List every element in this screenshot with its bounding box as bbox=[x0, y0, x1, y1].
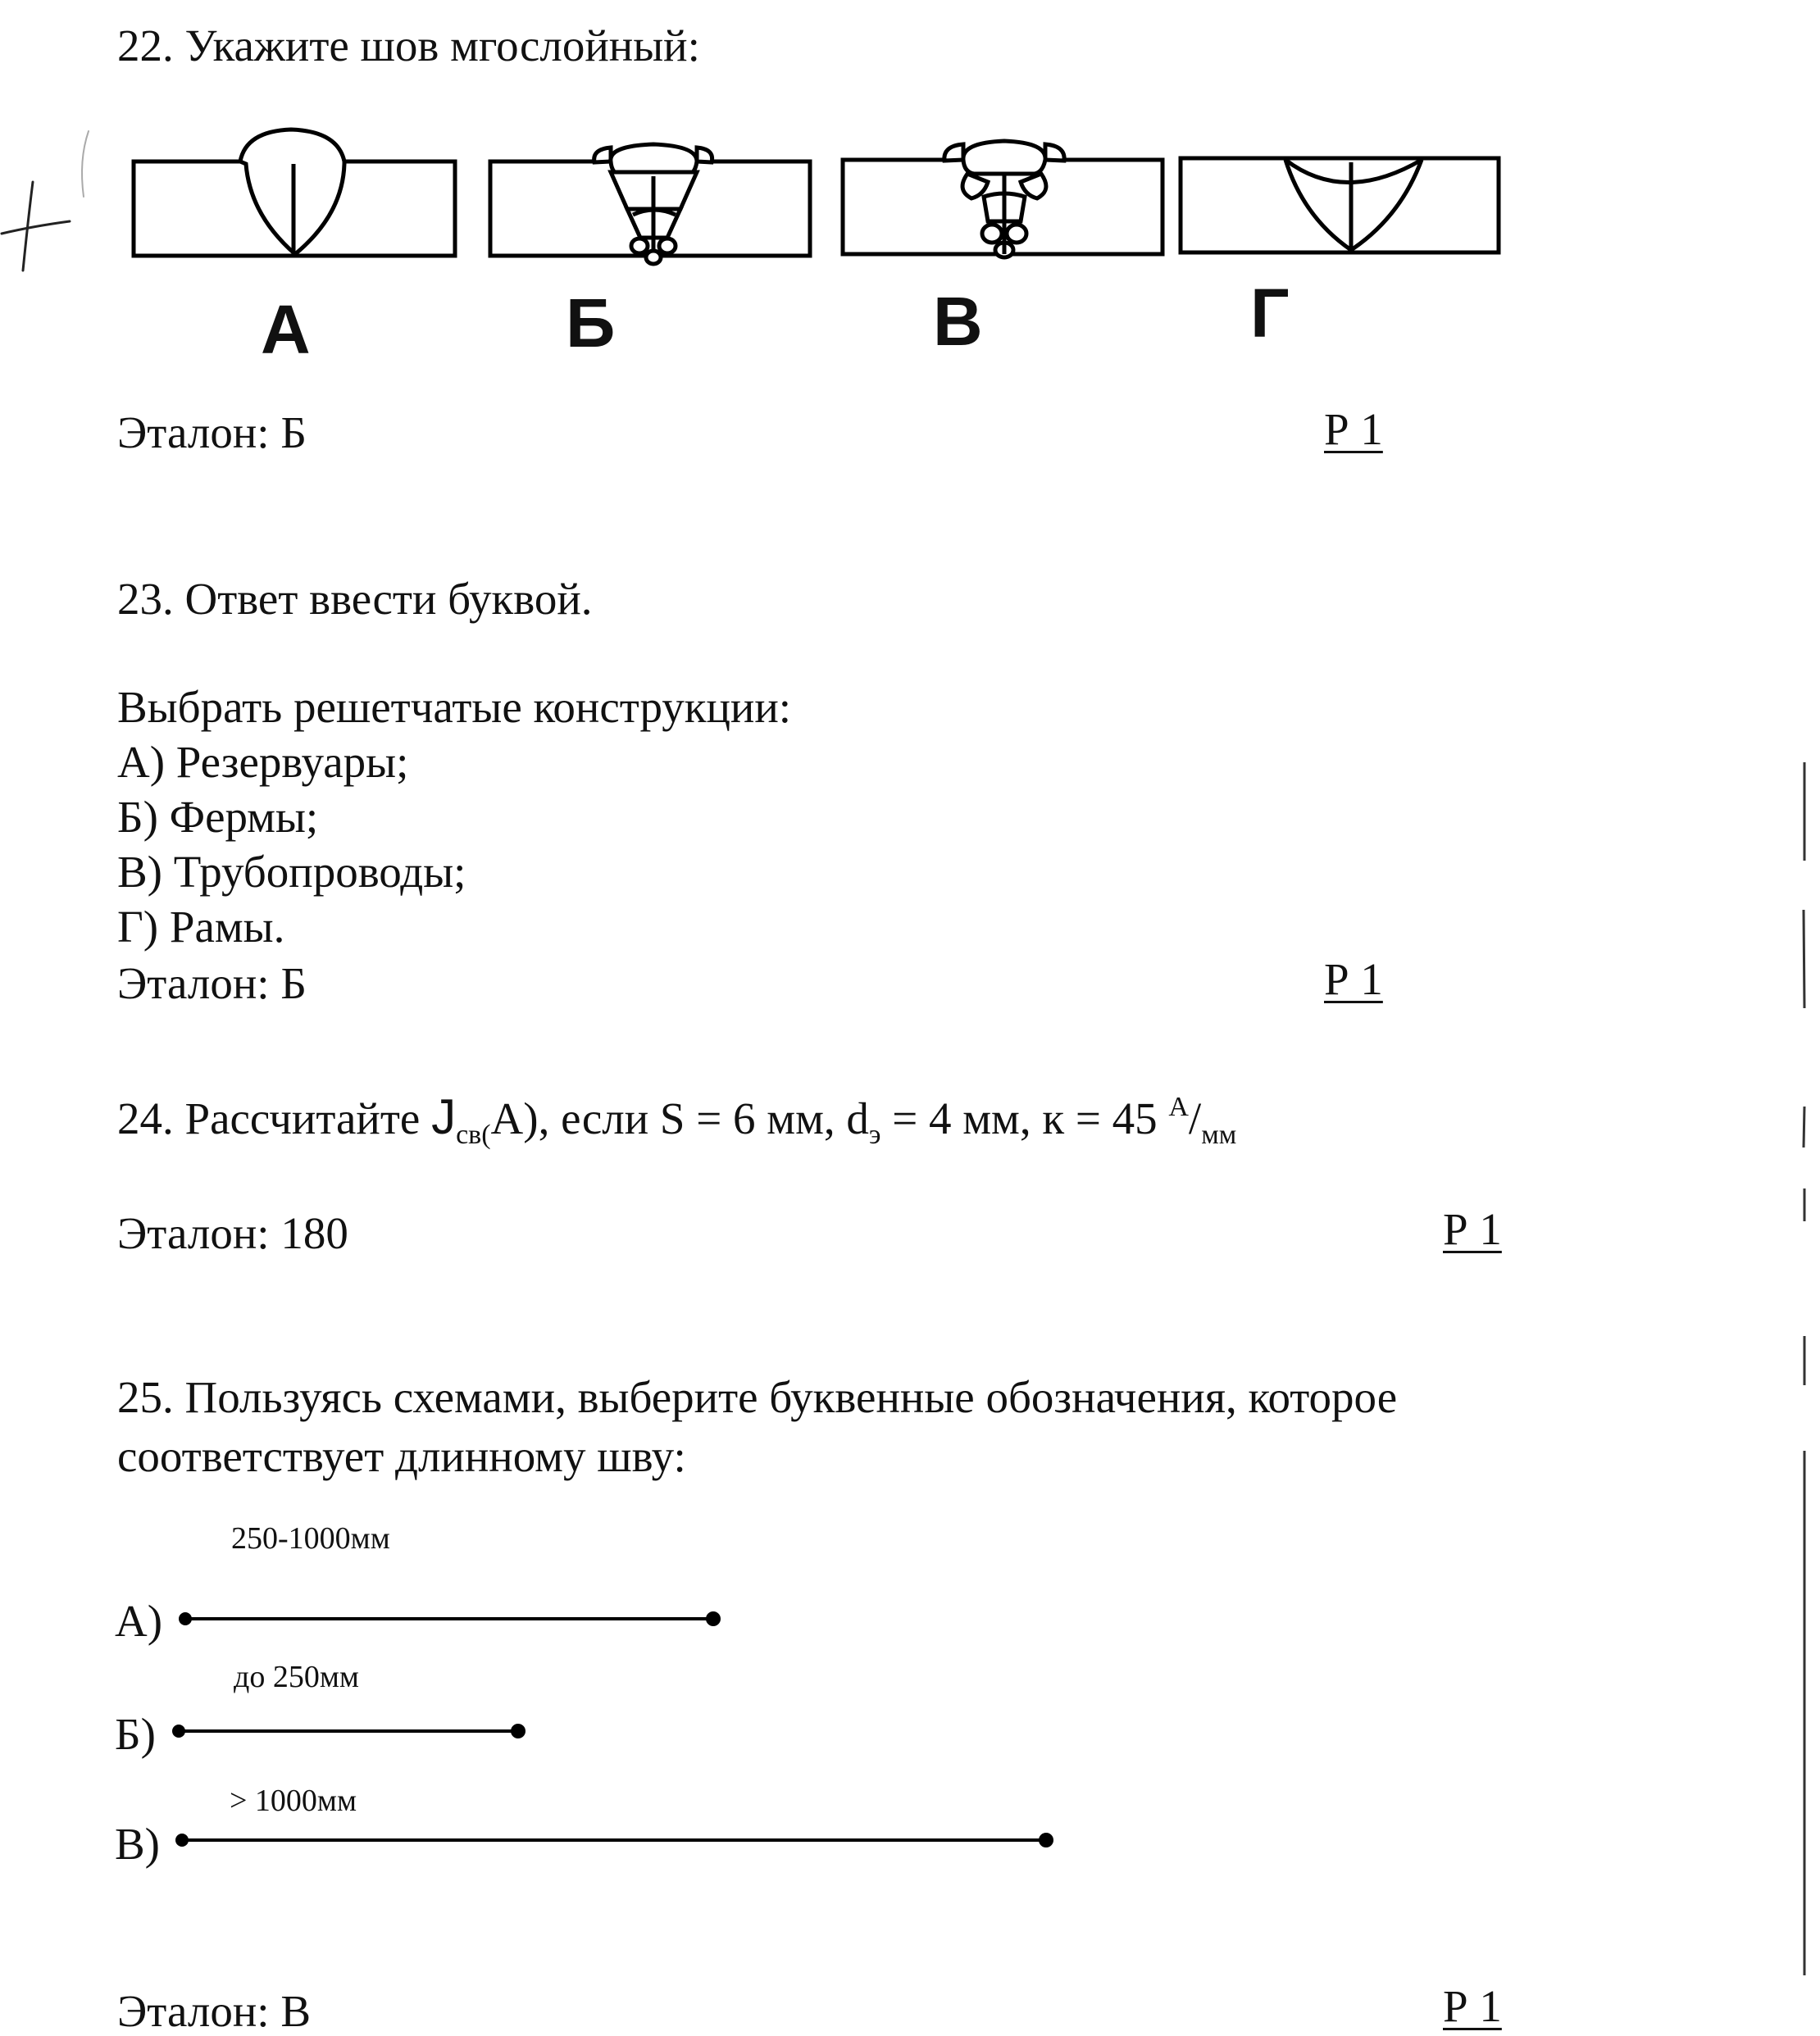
q25-option-b: Б) bbox=[115, 1709, 156, 1759]
scan-edge-mark bbox=[1802, 762, 1807, 1975]
unit-denominator: мм bbox=[1201, 1120, 1237, 1150]
current-subscript: св( bbox=[456, 1120, 491, 1150]
q22-question: 22. Укажите шов мгослойный: bbox=[117, 20, 700, 70]
diameter-subscript: э bbox=[868, 1120, 881, 1150]
unit-slash: / bbox=[1188, 1093, 1202, 1143]
q25-option-v: В) bbox=[115, 1819, 160, 1869]
q23-ref: Р 1 bbox=[1324, 954, 1383, 1004]
length-label-b: до 250мм bbox=[234, 1660, 359, 1694]
seam-line-a bbox=[180, 1613, 719, 1625]
seam-diagram-a bbox=[134, 130, 455, 256]
current-symbol: J bbox=[431, 1089, 457, 1144]
option-label-v: В bbox=[933, 283, 983, 360]
option-label-b: Б bbox=[566, 284, 616, 361]
q23-prompt: Выбрать решетчатые конструкции: bbox=[117, 682, 792, 732]
seam-line-b bbox=[174, 1725, 524, 1737]
unit-numerator: А bbox=[1168, 1092, 1189, 1122]
seam-line-v bbox=[177, 1834, 1052, 1846]
q23-question: 23. Ответ ввести буквой. bbox=[117, 574, 593, 624]
seam-diagram-b bbox=[490, 144, 810, 264]
q23-option-b: Б) Фермы; bbox=[117, 792, 319, 842]
q24-ref: Р 1 bbox=[1443, 1204, 1502, 1254]
q25-answer: Эталон: В bbox=[117, 1986, 312, 2036]
q25-ref: Р 1 bbox=[1443, 1981, 1502, 2031]
q24-rest: = 4 мм, к = 45 bbox=[880, 1093, 1169, 1143]
q25-option-a: А) bbox=[115, 1596, 163, 1646]
q23-option-g: Г) Рамы. bbox=[117, 902, 285, 952]
q24-question bbox=[117, 1089, 1237, 1150]
q24-prefix: 24. Рассчитайте bbox=[117, 1093, 432, 1143]
q22-answer: Эталон: Б bbox=[117, 407, 307, 457]
q23-answer: Эталон: Б bbox=[117, 958, 307, 1008]
q23-option-v: В) Трубопроводы; bbox=[117, 847, 466, 897]
q23-option-a: А) Резервуары; bbox=[117, 737, 409, 787]
q24-mid: А), если S = 6 мм, d bbox=[490, 1093, 869, 1143]
seam-diagram-v bbox=[843, 141, 1163, 257]
option-label-a: А bbox=[261, 291, 311, 368]
q22-ref: Р 1 bbox=[1324, 404, 1383, 454]
handwritten-plus-mark bbox=[2, 131, 89, 270]
length-label-a: 250-1000мм bbox=[231, 1521, 390, 1556]
length-label-v: > 1000мм bbox=[230, 1784, 357, 1818]
q24-answer: Эталон: 180 bbox=[117, 1208, 348, 1258]
q25-question-line2: соответствует длинному шву: bbox=[117, 1431, 686, 1481]
option-label-g: Г bbox=[1250, 275, 1290, 352]
seam-diagram-g bbox=[1181, 158, 1499, 252]
q25-question-line1: 25. Пользуясь схемами, выберите буквенные обозначения, которое bbox=[117, 1372, 1398, 1422]
